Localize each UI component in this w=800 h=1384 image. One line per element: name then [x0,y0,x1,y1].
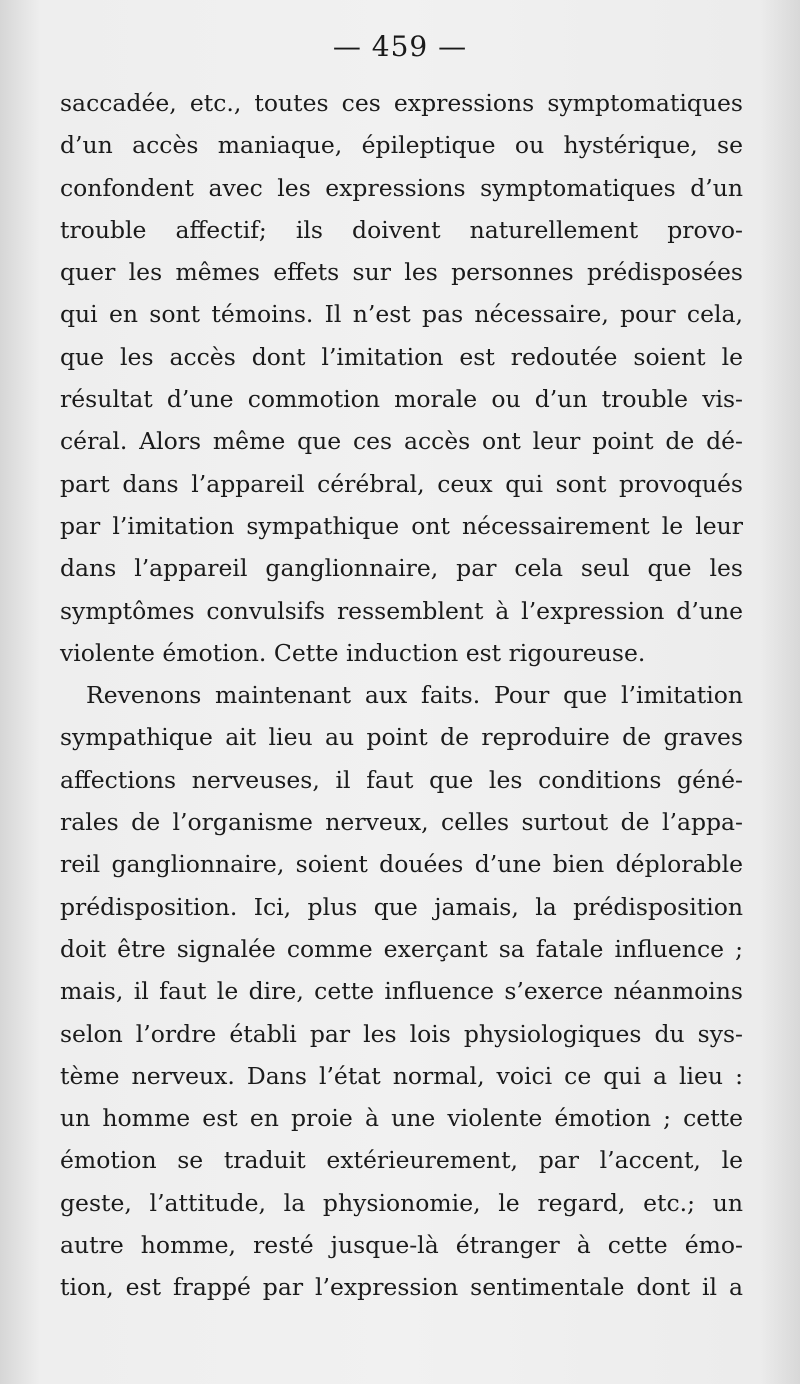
text-line: prédisposition. Ici, plus que jamais, la prédisposition [60,892,743,921]
text-line: mais, il faut le dire, cette influence s’exerce néanmoins [60,977,743,1006]
body-text [60,82,743,1309]
text-line: tion, est frappé par l’expression sentimentale dont il a [60,1273,743,1302]
text-line: reil ganglionnaire, soient douées d’une bien déplorable [60,850,743,879]
text-line: rales de l’organisme nerveux, celles surtout de l’appa- [60,808,743,837]
text-line: résultat d’une commotion morale ou d’un trouble vis- [60,385,743,414]
text-line: confondent avec les expressions symptomatiques d’un [60,173,743,202]
text-line: un homme est en proie à une violente émotion ; cette [60,1104,743,1133]
text-line: quer les mêmes effets sur les personnes prédisposées [60,258,743,287]
text-line: par l’imitation sympathique ont nécessairement le leur [60,511,743,540]
paragraph-end-line: violente émotion. Cette induction est rigoureuse. [60,638,646,667]
text-line: céral. Alors même que ces accès ont leur point de dé- [60,427,743,456]
text-line: d’un accès maniaque, épileptique ou hystérique, se [60,131,743,160]
text-line: dans l’appareil ganglionnaire, par cela seul que les [60,554,743,583]
text-line: tème nerveux. Dans l’état normal, voici ce qui a lieu : [60,1061,743,1090]
text-line: symptômes convulsifs ressemblent à l’expression d’une [60,596,743,625]
text-line: qui en sont témoins. Il n’est pas nécessaire, pour cela, [60,300,743,329]
text-line: sympathique ait lieu au point de reproduire de graves [60,723,743,752]
page-number: — 459 — [332,30,468,63]
text-line: part dans l’appareil cérébral, ceux qui sont provoqués [60,469,743,498]
text-line: saccadée, etc., toutes ces expressions symptomatiques [60,89,743,117]
text-line: autre homme, resté jusque-là étranger à cette émo- [60,1231,743,1260]
text-line: trouble affectif; ils doivent naturellement provo- [60,215,743,244]
paragraph-start-line: Revenons maintenant aux faits. Pour que l’imitation [86,681,743,710]
text-line: selon l’ordre établi par les lois physiologiques du sys- [60,1019,743,1048]
text-line: affections nerveuses, il faut que les conditions géné- [60,765,743,794]
text-line: doit être signalée comme exerçant sa fatale influence ; [60,934,743,963]
text-line: que les accès dont l’imitation est redoutée soient le [60,342,743,371]
text-line: geste, l’attitude, la physionomie, le regard, etc.; un [60,1188,743,1217]
text-line: émotion se traduit extérieurement, par l’accent, le [60,1146,743,1175]
